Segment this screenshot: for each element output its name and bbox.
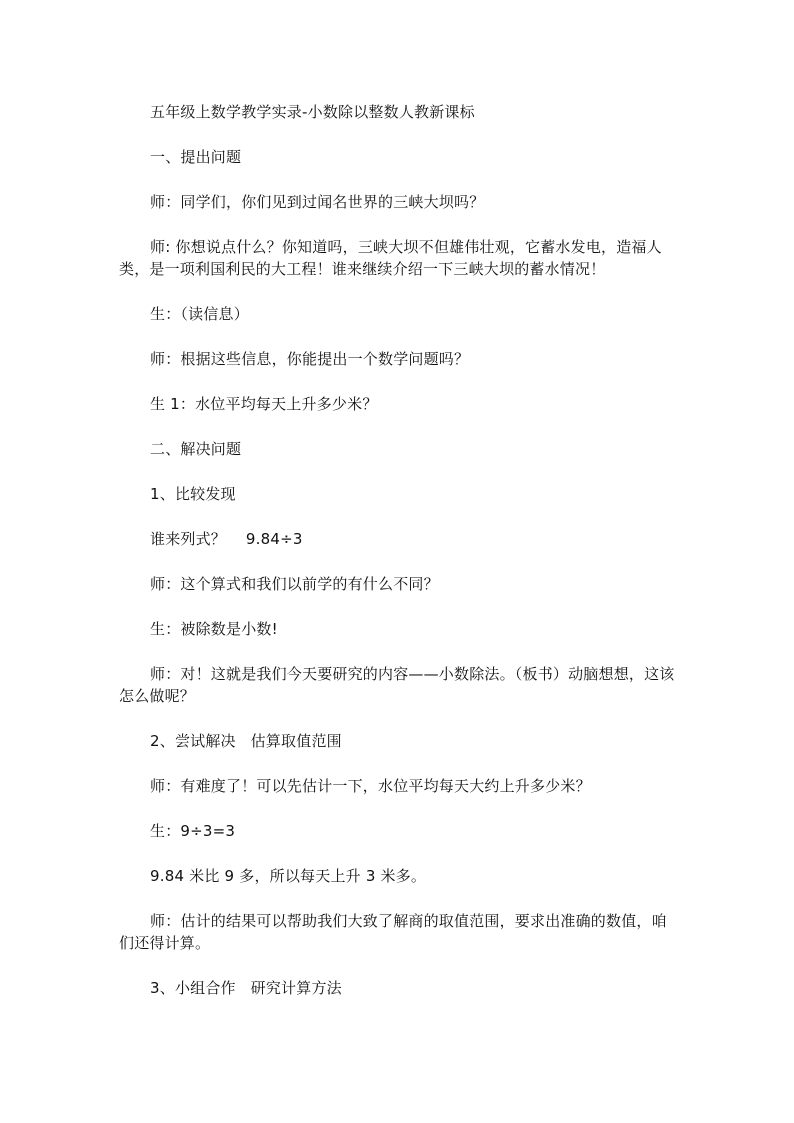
subsection-heading: 2、尝试解决 估算取值范围 [150, 732, 342, 750]
paragraph: 生：（读信息） [150, 305, 249, 323]
document-body [119, 101, 675, 999]
paragraph: 师：对！这就是我们今天要研究的内容——小数除法。（板书）动脑想想，这该怎么做呢？ [119, 665, 675, 705]
paragraph: 师：这个算式和我们以前学的有什么不同？ [150, 575, 439, 593]
paragraph: 谁来列式？ 9.84÷3 [150, 530, 303, 548]
paragraph: 9.84 米比 9 多，所以每天上升 3 米多。 [150, 867, 427, 885]
section-heading: 二、解决问题 [150, 440, 242, 458]
paragraph: 师：根据这些信息，你能提出一个数学问题吗？ [150, 350, 470, 368]
subsection-heading: 3、小组合作 研究计算方法 [150, 979, 342, 997]
paragraph: 生：9÷3=3 [150, 822, 236, 840]
paragraph: 生 1：水位平均每天上升多少米？ [150, 395, 378, 413]
section-heading: 一、提出问题 [150, 148, 242, 166]
paragraph: 师：同学们，你们见到过闻名世界的三峡大坝吗？ [150, 193, 485, 211]
paragraph: 生：被除数是小数! [150, 620, 278, 638]
paragraph: 师：估计的结果可以帮助我们大致了解商的取值范围，要求出准确的数值，咱们还得计算。 [119, 912, 667, 952]
paragraph: 师: 你想说点什么？你知道吗，三峡大坝不但雄伟壮观，它蓄水发电，造福人类，是一项利国利民的大工程！谁来继续介绍一下三峡大坝的蓄水情况！ [119, 238, 662, 278]
document-title: 五年级上数学教学实录-小数除以整数人教新课标 [150, 103, 475, 121]
paragraph: 师：有难度了！可以先估计一下，水位平均每天大约上升多少米？ [150, 777, 591, 795]
subsection-heading: 1、比较发现 [150, 485, 236, 503]
